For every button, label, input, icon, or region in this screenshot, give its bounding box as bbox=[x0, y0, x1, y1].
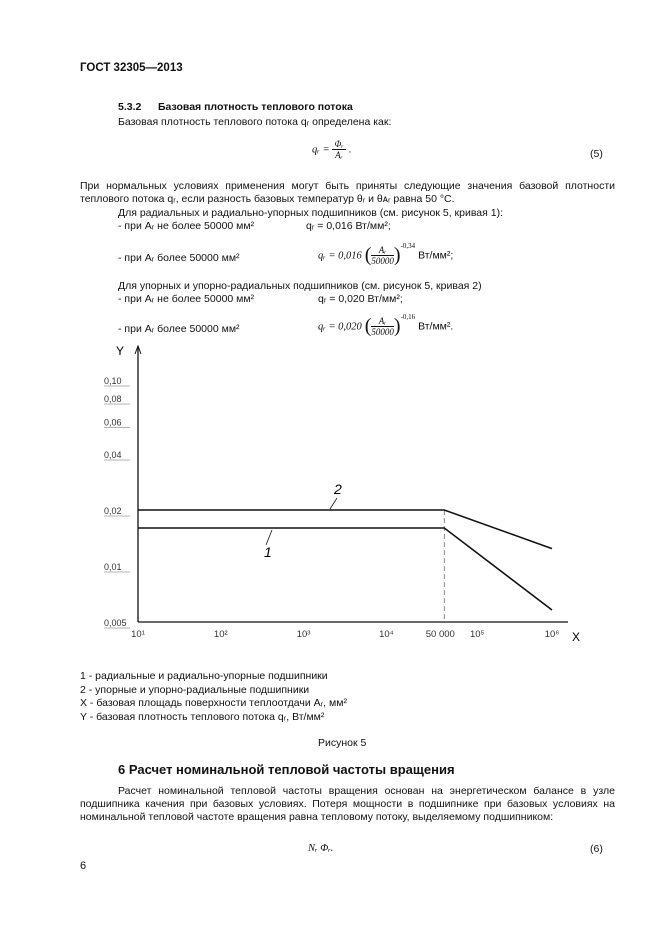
figure-caption: Рисунок 5 bbox=[318, 737, 367, 749]
document-header: ГОСТ 32305—2013 bbox=[80, 62, 183, 74]
equation-6: Nᵣ Φᵣ. bbox=[308, 843, 334, 854]
x-tick-label: 10¹ bbox=[131, 629, 145, 640]
curve-label-1: 1 bbox=[264, 544, 272, 560]
thrust-case-a-label: - при Aᵣ не более 50000 мм² bbox=[118, 293, 255, 305]
y-tick-label: 0,08 bbox=[104, 394, 122, 405]
intro-line: Базовая плотность теплового потока qᵣ определена как: bbox=[118, 116, 392, 128]
thrust-b-exponent: -0,16 bbox=[400, 313, 416, 322]
legend-item-y: Y - базовая плотность теплового потока qᵣ, Вт/мм² bbox=[80, 710, 325, 723]
radial-b-num: Aᵣ bbox=[371, 245, 394, 256]
thrust-intro: Для упорных и упорно-радиальных подшипников (см. рисунок 5, кривая 2) bbox=[118, 280, 482, 292]
x-axis-label: X bbox=[572, 630, 581, 644]
radial-intro: Для радиальных и радиально-упорных подшипников (см. рисунок 5, кривая 1): bbox=[118, 207, 504, 219]
x-tick-label: 10⁵ bbox=[469, 629, 485, 640]
y-tick-label: 0,01 bbox=[104, 562, 122, 573]
eq5-denominator: Aᵣ bbox=[335, 150, 343, 160]
radial-b-lhs: qᵣ = 0,016 bbox=[318, 250, 362, 262]
paragraph-conditions: При нормальных условиях применения могут быть приняты следующие значения базовой плотности теплового потока qᵣ, если разность базовых температур θᵣ и θᴀᵣ равна 50 °С. bbox=[80, 180, 615, 205]
curve-label-1-leader bbox=[266, 530, 272, 545]
thrust-b-unit: Вт/мм². bbox=[418, 320, 454, 333]
y-tick-label: 0,005 bbox=[104, 618, 127, 628]
x-tick-label: 10⁴ bbox=[379, 629, 394, 640]
eq5-lhs: qᵣ = bbox=[312, 144, 330, 156]
legend-item-1: 1 - радиальные и радиально-упорные подшипники bbox=[80, 670, 328, 682]
section-title: Базовая плотность теплового потока bbox=[158, 101, 353, 113]
thrust-b-den: 50000 bbox=[371, 327, 394, 337]
thrust-case-b-formula: qᵣ = 0,020 ( $\frac{\text{Aᵣ}}{50000}$ )$^{-0,16}$ Вт/мм². bbox=[318, 313, 454, 337]
eq5-numerator: Φᵣ bbox=[334, 139, 344, 149]
thrust-case-b-label: - при Aᵣ более 50000 мм² bbox=[118, 323, 240, 335]
section-number: 5.3.2 bbox=[118, 101, 142, 113]
y-tick-label: 0,06 bbox=[104, 417, 122, 428]
paragraph-section-6: Расчет номинальной тепловой частоты вращения основан на энергетическом балансе в узле подшипника качения при базовых условиях. Потеря мощности в подшипнике при базовых условиях на номинальной тепловой частоте вращения равна тепловому потоку, выделяемому подшипником: bbox=[80, 785, 615, 823]
legend-item-2: 2 - упорные и упорно-радиальные подшипники bbox=[80, 683, 310, 696]
x-tick-label: 10⁶ bbox=[544, 629, 560, 640]
figure-legend bbox=[80, 670, 347, 724]
page-number: 6 bbox=[80, 860, 87, 872]
radial-b-exponent: -0,34 bbox=[400, 242, 416, 251]
thrust-case-a-value: qᵣ = 0,020 Вт/мм²; bbox=[318, 293, 403, 305]
legend-item-x: X - базовая площадь поверхности теплоотдачи Aᵣ, мм² bbox=[80, 697, 347, 709]
x-tick-label: 50 000 bbox=[425, 629, 455, 640]
y-tick-label: 0,04 bbox=[104, 450, 122, 461]
y-tick-label: 0,10 bbox=[104, 376, 122, 386]
equation-6-number: (6) bbox=[590, 843, 603, 855]
radial-case-a-value: qᵣ = 0,016 Вт/мм²; bbox=[306, 220, 391, 232]
y-axis-label: Y bbox=[116, 344, 125, 358]
curve-label-2-leader bbox=[330, 498, 337, 509]
radial-b-unit: Вт/мм²; bbox=[418, 249, 454, 262]
series-line-1 bbox=[138, 528, 552, 610]
thrust-b-num: Aᵣ bbox=[371, 316, 394, 327]
eq5-tail: . bbox=[348, 143, 352, 156]
radial-case-b-formula: qᵣ = 0,016 ( $\frac{\text{Aᵣ}}{50000}$ )$^{-0,34}$ Вт/мм²; bbox=[318, 242, 454, 266]
equation-5-number: (5) bbox=[590, 148, 603, 160]
curve-label-2: 2 bbox=[334, 481, 342, 497]
series-line-2 bbox=[138, 510, 552, 549]
section-6-title: 6 Расчет номинальной тепловой частоты вращения bbox=[118, 762, 455, 777]
y-tick-label: 0,02 bbox=[104, 506, 122, 517]
radial-b-den: 50000 bbox=[371, 256, 394, 266]
thrust-b-lhs: qᵣ = 0,020 bbox=[318, 321, 362, 333]
radial-case-a-label: - при Aᵣ не более 50000 мм² bbox=[118, 220, 255, 232]
radial-case-b-label: - при Aᵣ более 50000 мм² bbox=[118, 252, 240, 264]
x-tick-label: 10³ bbox=[296, 629, 311, 640]
x-tick-label: 10² bbox=[213, 629, 228, 640]
